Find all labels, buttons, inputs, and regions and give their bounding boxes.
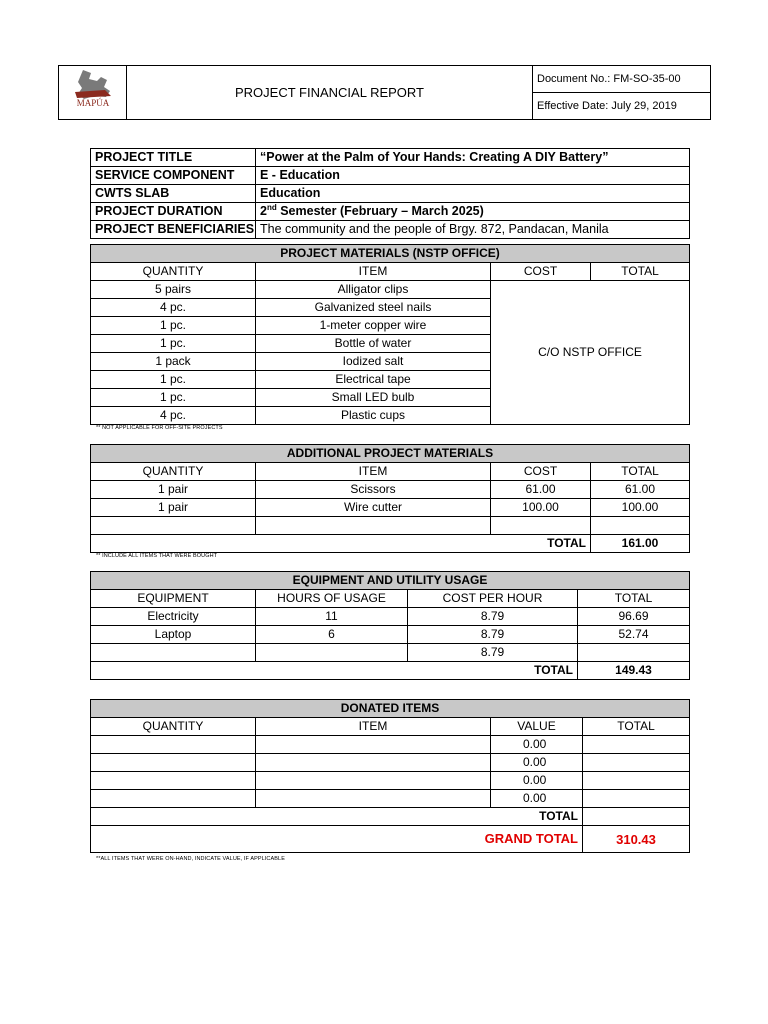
total-cell: 61.00 (591, 481, 690, 499)
cost-per-hour-cell: 8.79 (408, 644, 578, 662)
value-cell: 0.00 (491, 790, 583, 808)
hours-cell: 11 (256, 608, 408, 626)
item-cell: Bottle of water (256, 335, 491, 353)
item-cell: Electrical tape (256, 371, 491, 389)
quantity-cell: 4 pc. (91, 407, 256, 425)
materials-footnote: ** NOT APPLICABLE FOR OFF-SITE PROJECTS (96, 425, 223, 431)
item-cell: Small LED bulb (256, 389, 491, 407)
cost-per-hour-cell: 8.79 (408, 608, 578, 626)
value-cell: 0.00 (491, 772, 583, 790)
header-quantity: QUANTITY (91, 718, 256, 736)
value-cell: 0.00 (491, 754, 583, 772)
item-cell (256, 754, 491, 772)
header-quantity: QUANTITY (91, 463, 256, 481)
section-title: ADDITIONAL PROJECT MATERIALS (91, 445, 690, 463)
quantity-cell: 1 pc. (91, 335, 256, 353)
info-value: 2nd Semester (February – March 2025) (256, 203, 690, 221)
value-cell: 0.00 (491, 736, 583, 754)
effective-date: Effective Date: July 29, 2019 (533, 93, 711, 120)
info-label: PROJECT DURATION (91, 203, 256, 221)
header-cost-per-hour: COST PER HOUR (408, 590, 578, 608)
column-headers (91, 263, 690, 281)
quantity-cell: 1 pc. (91, 371, 256, 389)
item-cell (256, 736, 491, 754)
total-cell (578, 644, 690, 662)
quantity-cell (91, 736, 256, 754)
column-headers (91, 463, 690, 481)
cost-cell (491, 517, 591, 535)
hours-cell: 6 (256, 626, 408, 644)
quantity-cell: 5 pairs (91, 281, 256, 299)
additional-footnote: ** INCLUDE ALL ITEMS THAT WERE BOUGHT (96, 553, 218, 559)
quantity-cell (91, 790, 256, 808)
additional-materials-table (90, 444, 690, 553)
info-value: “Power at the Palm of Your Hands: Creating A DIY Battery” (256, 149, 690, 167)
table-row (91, 772, 690, 790)
item-cell: Galvanized steel nails (256, 299, 491, 317)
equipment-usage-table (90, 571, 690, 680)
quantity-cell (91, 772, 256, 790)
quantity-cell (91, 754, 256, 772)
item-cell (256, 790, 491, 808)
table-row (91, 517, 690, 535)
header-value: VALUE (491, 718, 583, 736)
cost-cell: 61.00 (491, 481, 591, 499)
mapua-logo-icon (65, 66, 121, 110)
table-row (91, 626, 690, 644)
cost-per-hour-cell: 8.79 (408, 626, 578, 644)
total-cell (583, 754, 690, 772)
total-label: TOTAL (91, 662, 578, 680)
total-cell (583, 736, 690, 754)
item-cell: Iodized salt (256, 353, 491, 371)
grand-total-value: 310.43 (583, 826, 690, 853)
header-item: ITEM (256, 263, 491, 281)
project-info-table (90, 148, 690, 239)
total-row (91, 808, 690, 826)
document-header (58, 65, 711, 120)
section-title: EQUIPMENT AND UTILITY USAGE (91, 572, 690, 590)
item-cell: Wire cutter (256, 499, 491, 517)
total-cell (583, 772, 690, 790)
section-title: PROJECT MATERIALS (NSTP OFFICE) (91, 245, 690, 263)
total-cell: 100.00 (591, 499, 690, 517)
report-title: PROJECT FINANCIAL REPORT (127, 66, 533, 120)
header-equipment: EQUIPMENT (91, 590, 256, 608)
table-row (91, 736, 690, 754)
equipment-cell: Laptop (91, 626, 256, 644)
item-cell (256, 772, 491, 790)
header-total: TOTAL (591, 263, 690, 281)
cost-cell: 100.00 (491, 499, 591, 517)
table-row (91, 754, 690, 772)
info-row (91, 185, 690, 203)
item-cell: Plastic cups (256, 407, 491, 425)
total-row (91, 535, 690, 553)
total-cell (591, 517, 690, 535)
header-total: TOTAL (591, 463, 690, 481)
info-value: The community and the people of Brgy. 872, Pandacan, Manila (256, 221, 690, 239)
header-item: ITEM (256, 463, 491, 481)
total-cell: 52.74 (578, 626, 690, 644)
header-cost: COST (491, 463, 591, 481)
total-row (91, 662, 690, 680)
info-value: E - Education (256, 167, 690, 185)
table-row (91, 481, 690, 499)
grand-total-label: GRAND TOTAL (91, 826, 583, 853)
total-value (583, 808, 690, 826)
column-headers (91, 590, 690, 608)
svg-text:MAPÚA: MAPÚA (76, 98, 109, 108)
header-total: TOTAL (578, 590, 690, 608)
project-materials-table (90, 244, 690, 425)
total-value: 149.43 (578, 662, 690, 680)
donated-items-table (90, 699, 690, 853)
equipment-cell (91, 644, 256, 662)
item-cell: Scissors (256, 481, 491, 499)
table-row (91, 608, 690, 626)
item-cell (256, 517, 491, 535)
item-cell: Alligator clips (256, 281, 491, 299)
table-row (91, 790, 690, 808)
quantity-cell: 1 pair (91, 481, 256, 499)
quantity-cell (91, 517, 256, 535)
header-hours: HOURS OF USAGE (256, 590, 408, 608)
quantity-cell: 1 pc. (91, 317, 256, 335)
donated-footnote: **ALL ITEMS THAT WERE ON-HAND, INDICATE VALUE, IF APPLICABLE (96, 856, 285, 862)
equipment-cell: Electricity (91, 608, 256, 626)
logo-cell (59, 66, 127, 120)
info-value: Education (256, 185, 690, 203)
table-row (91, 281, 690, 299)
quantity-cell: 1 pack (91, 353, 256, 371)
quantity-cell: 1 pair (91, 499, 256, 517)
info-row (91, 167, 690, 185)
total-label: TOTAL (91, 535, 591, 553)
document-number: Document No.: FM-SO-35-00 (533, 66, 711, 93)
info-row (91, 203, 690, 221)
info-label: PROJECT BENEFICIARIES (91, 221, 256, 239)
total-label: TOTAL (91, 808, 583, 826)
info-label: PROJECT TITLE (91, 149, 256, 167)
quantity-cell: 4 pc. (91, 299, 256, 317)
total-cell (583, 790, 690, 808)
column-headers (91, 718, 690, 736)
grand-total-row (91, 826, 690, 853)
hours-cell (256, 644, 408, 662)
header-cost: COST (491, 263, 591, 281)
info-label: SERVICE COMPONENT (91, 167, 256, 185)
table-row (91, 499, 690, 517)
info-label: CWTS SLAB (91, 185, 256, 203)
section-title: DONATED ITEMS (91, 700, 690, 718)
header-total: TOTAL (583, 718, 690, 736)
info-row (91, 149, 690, 167)
header-quantity: QUANTITY (91, 263, 256, 281)
total-value: 161.00 (591, 535, 690, 553)
cost-note: C/O NSTP OFFICE (491, 281, 690, 425)
item-cell: 1-meter copper wire (256, 317, 491, 335)
info-row (91, 221, 690, 239)
table-row (91, 644, 690, 662)
quantity-cell: 1 pc. (91, 389, 256, 407)
total-cell: 96.69 (578, 608, 690, 626)
header-item: ITEM (256, 718, 491, 736)
